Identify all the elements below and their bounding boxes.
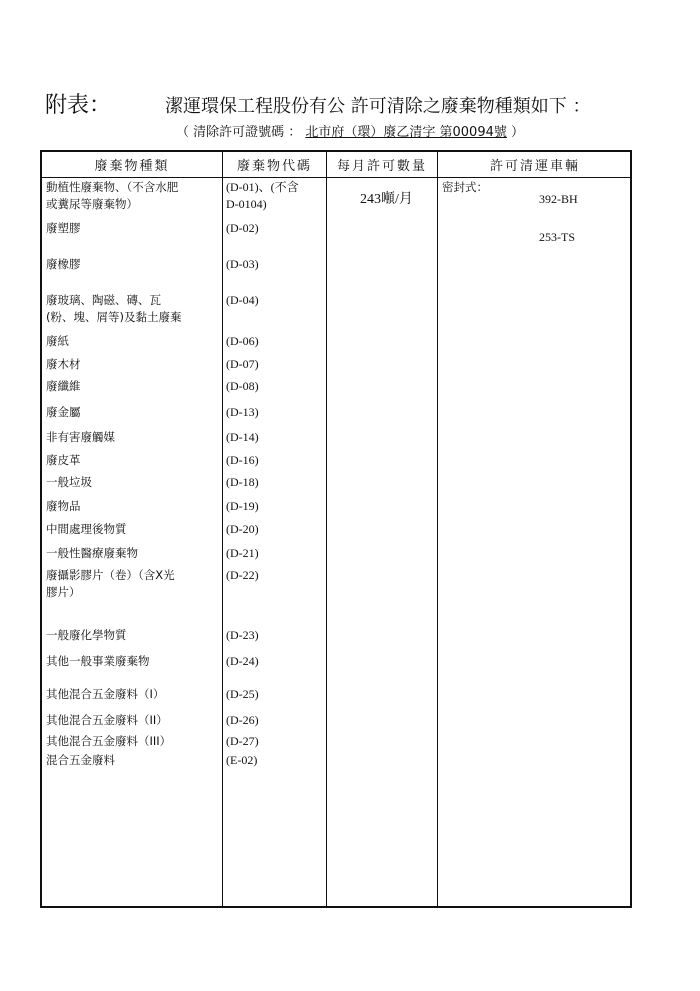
waste-code-cell	[226, 179, 299, 213]
waste-code-line: (D-21)	[226, 546, 259, 560]
waste-code-cell	[226, 333, 259, 350]
vehicle-plate: 253-TS	[539, 230, 575, 244]
waste-type-cell	[46, 545, 138, 562]
appendix-label: 附表：	[45, 93, 112, 118]
waste-type-line: 其他混合五金廢料（I）	[46, 687, 165, 701]
column-divider	[326, 152, 327, 906]
waste-code-cell	[226, 474, 259, 491]
waste-code-cell	[226, 220, 259, 237]
waste-code-line: (D-14)	[226, 430, 259, 444]
header-vehicles: 許可清運車輛	[489, 159, 580, 174]
header-waste-code: 廢棄物代碼	[236, 159, 312, 174]
column-divider	[222, 152, 223, 906]
waste-code-line: (D-20)	[226, 522, 259, 536]
waste-type-cell	[46, 686, 164, 703]
monthly-quantity: 243噸/月	[360, 192, 413, 207]
waste-type-line: (粉、塊、屑等)及黏土廢棄	[46, 310, 182, 324]
permit-suffix: ）	[511, 125, 525, 140]
waste-type-line: 廢纖維	[46, 379, 81, 393]
waste-code-cell	[226, 404, 259, 421]
waste-type-cell	[46, 733, 171, 750]
waste-code-line: (D-24)	[226, 654, 259, 668]
waste-type-line: 廢塑膠	[46, 221, 81, 235]
waste-code-cell	[226, 567, 259, 584]
waste-type-cell	[46, 627, 127, 644]
waste-code-line: (D-08)	[226, 379, 259, 393]
permit-prefix: （ 清除許可證號碼 ：	[175, 125, 302, 140]
waste-code-line: (D-19)	[226, 499, 259, 513]
waste-code-line: (D-16)	[226, 453, 259, 467]
waste-type-cell	[46, 404, 81, 421]
waste-type-cell	[46, 752, 115, 769]
waste-type-line: 非有害廢觸媒	[46, 430, 115, 444]
waste-type-line: 其他一般事業廢棄物	[46, 654, 150, 668]
waste-type-cell	[46, 333, 69, 350]
waste-type-line: 廢橡膠	[46, 257, 81, 271]
waste-code-cell	[226, 627, 259, 644]
waste-code-line: (D-06)	[226, 334, 259, 348]
header-waste-type: 廢棄物種類	[94, 159, 170, 174]
waste-code-cell	[226, 521, 259, 538]
waste-type-line: 廢玻璃、陶磁、磚、瓦	[46, 293, 161, 307]
waste-type-line: 混合五金廢料	[46, 753, 115, 767]
waste-code-line: (D-03)	[226, 257, 259, 271]
waste-code-line: (D-18)	[226, 475, 259, 489]
waste-code-line: (D-27)	[226, 734, 259, 748]
waste-type-cell	[46, 452, 81, 469]
waste-type-line: 或糞尿等廢棄物）	[46, 197, 138, 211]
waste-type-cell	[46, 356, 81, 373]
waste-code-line: (D-22)	[226, 568, 259, 582]
waste-code-line: (D-07)	[226, 357, 259, 371]
waste-code-line: (D-25)	[226, 687, 259, 701]
document-title	[45, 88, 685, 118]
waste-type-cell	[46, 220, 81, 237]
waste-type-cell	[46, 521, 127, 538]
permit-number: 北市府（環）廢乙清字 第00094號	[305, 125, 507, 140]
header-divider	[42, 177, 630, 178]
waste-code-cell	[226, 452, 259, 469]
waste-code-line: (D-13)	[226, 405, 259, 419]
waste-code-cell	[226, 712, 259, 729]
waste-code-line: D-0104)	[226, 197, 267, 211]
waste-type-line: 一般廢化學物質	[46, 628, 127, 642]
waste-type-cell	[46, 653, 150, 670]
waste-type-line: 一般性醫療廢棄物	[46, 546, 138, 560]
waste-code-cell	[226, 752, 257, 769]
header-monthly-quantity: 每月許可數量	[336, 159, 427, 174]
waste-code-line: (D-23)	[226, 628, 259, 642]
waste-type-line: 膠片）	[46, 585, 81, 599]
waste-table	[40, 150, 632, 908]
waste-type-line: 一般垃圾	[46, 475, 92, 489]
waste-type-cell	[46, 292, 181, 326]
waste-type-line: 廢攝影膠片（卷）（含X光	[46, 568, 175, 582]
waste-type-line: 其他混合五金廢料（III）	[46, 734, 172, 748]
permit-line	[0, 121, 700, 140]
waste-code-cell	[226, 378, 259, 395]
waste-type-line: 廢物品	[46, 499, 81, 513]
vehicle-plate: 392-BH	[539, 192, 578, 206]
waste-code-cell	[226, 686, 259, 703]
column-divider	[437, 152, 438, 906]
waste-type-line: 動植性廢棄物、（不含水肥	[46, 180, 179, 194]
waste-code-line: (D-01)、(不含	[226, 180, 299, 194]
waste-type-line: 廢紙	[46, 334, 69, 348]
waste-type-cell	[46, 474, 92, 491]
waste-code-cell	[226, 653, 259, 670]
waste-type-cell	[46, 256, 81, 273]
waste-type-line: 廢金屬	[46, 405, 81, 419]
vehicle-type-label: 密封式：	[442, 180, 488, 194]
waste-code-cell	[226, 292, 259, 309]
waste-type-cell	[46, 179, 178, 213]
waste-type-line: 中間處理後物質	[46, 522, 127, 536]
waste-type-cell	[46, 378, 81, 395]
waste-type-line: 廢皮革	[46, 453, 81, 467]
waste-type-cell	[46, 567, 175, 601]
waste-code-cell	[226, 733, 259, 750]
waste-code-line: (D-02)	[226, 221, 259, 235]
waste-type-cell	[46, 429, 115, 446]
waste-code-cell	[226, 256, 259, 273]
waste-code-cell	[226, 498, 259, 515]
waste-code-line: (E-02)	[226, 753, 258, 767]
waste-type-cell	[46, 498, 81, 515]
waste-type-cell	[46, 712, 168, 729]
waste-type-line: 廢木材	[46, 357, 81, 371]
waste-code-line: (D-04)	[226, 293, 259, 307]
company-heading: 潔運環保工程股份有公 許可清除之廢棄物種類如下 ：	[165, 96, 591, 117]
waste-code-cell	[226, 545, 259, 562]
waste-code-line: (D-26)	[226, 713, 259, 727]
waste-code-cell	[226, 356, 259, 373]
waste-type-line: 其他混合五金廢料（II）	[46, 713, 168, 727]
waste-code-cell	[226, 429, 259, 446]
